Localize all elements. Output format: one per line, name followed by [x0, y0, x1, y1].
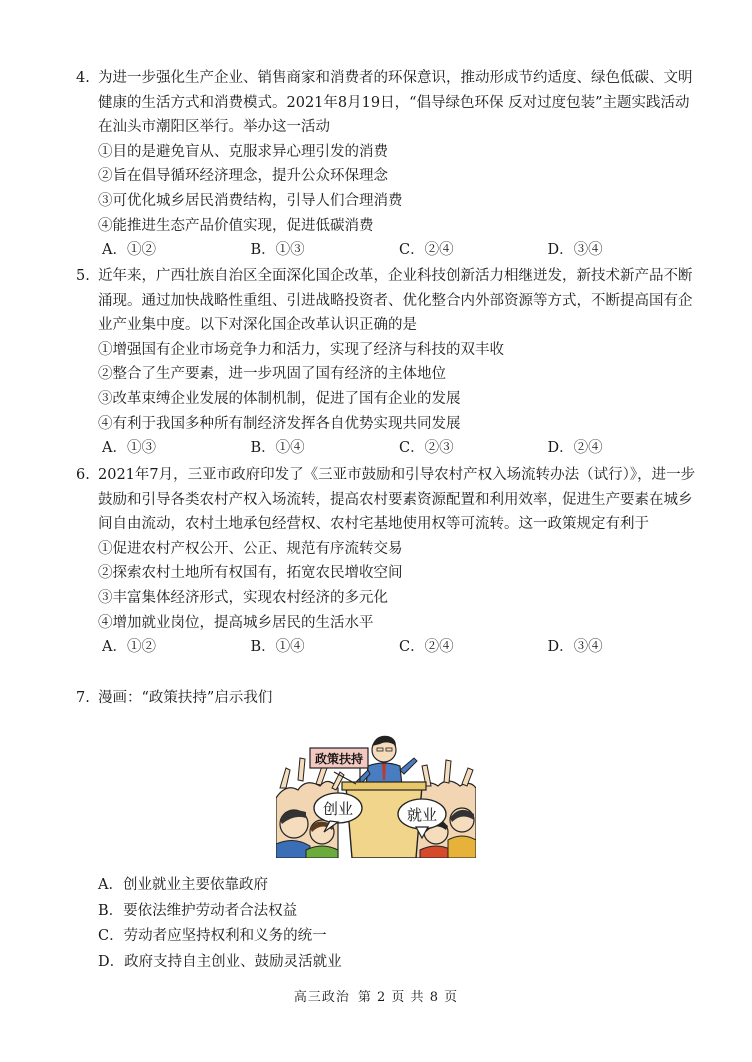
choice-b: B．①④ — [250, 440, 305, 457]
question-7 — [76, 686, 696, 711]
choice-a: A．创业就业主要依靠政府 — [98, 877, 268, 893]
statement-item: ②整合了生产要素，进一步巩固了国有经济的主体地位 — [98, 366, 446, 383]
choice-c: C．劳动者应坚持权利和义务的统一 — [98, 928, 327, 945]
bubble-employment: 就业 — [406, 806, 438, 824]
statement-item: ①促进农村产权公开、公正、规范有序流转交易 — [98, 540, 403, 557]
cartoon-sign: 政策扶持 — [314, 752, 364, 766]
choice-d: D．③④ — [547, 242, 603, 259]
choice-b: B．①③ — [250, 242, 305, 259]
answer-choices — [76, 436, 696, 461]
statement-item: ①增强国有企业市场竞争力和活力，实现了经济与科技的双丰收 — [98, 341, 504, 358]
page-footer — [0, 986, 752, 1005]
question-number: 5. — [76, 268, 90, 284]
question-number: 4. — [76, 70, 90, 86]
statement-item: ②旨在倡导循环经济理念，提升公众环保理念 — [98, 168, 388, 185]
choice-d: D．③④ — [547, 639, 603, 656]
choice-d: D．②④ — [547, 440, 603, 457]
choice-a: A．①② — [102, 639, 156, 656]
choice-b: B．要依法维护劳动者合法权益 — [98, 902, 298, 919]
choice-a: A．①③ — [102, 440, 156, 457]
question-6 — [76, 463, 696, 660]
footer-subject: 高三政治 — [293, 990, 350, 1005]
question-stem: 近年来，广西壮族自治区全面深化国企改革，企业科技创新活力相继迸发，新技术新产品不断涌现。通过加快战略性重组、引进战略投资者、优化整合内外部资源等方式，不断提高国有企业产业集中度。以下对深化国企改革认识正确的是 — [98, 268, 693, 334]
statement-item: ③丰富集体经济形式，实现农村经济的多元化 — [98, 589, 388, 606]
choice-c: C．②③ — [399, 440, 454, 457]
answer-choices — [76, 238, 696, 263]
question-7-options — [76, 873, 696, 975]
statement-item: ④有利于我国多种所有制经济发挥各自优势实现共同发展 — [98, 415, 461, 432]
statement-item: ④能推进生态产品价值实现，促进低碳消费 — [98, 217, 374, 234]
choice-c: C．②④ — [399, 639, 454, 656]
bubble-entrepreneurship: 创业 — [322, 800, 354, 818]
question-stem: 为进一步强化生产企业、销售商家和消费者的环保意识，推动形成节约适度、绿色低碳、文明健康的生活方式和消费模式。2021年8月19日，“倡导绿色环保 反对过度包装”主题实践活动在汕头市潮阳区举行。举办这一活动 — [98, 70, 693, 136]
choice-d: D．政府支持自主创业、鼓励灵活就业 — [98, 953, 342, 970]
cartoon-image — [276, 728, 476, 858]
statement-item: ④增加就业岗位，提高城乡居民的生活水平 — [98, 614, 374, 631]
choice-b: B．①④ — [250, 639, 305, 656]
answer-choices — [76, 635, 696, 660]
question-stem: 2021年7月，三亚市政府印发了《三亚市鼓励和引导农村产权入场流转办法（试行）》，进一步鼓励和引导各类农村产权入场流转，提高农村要素资源配置和利用效率，促进生产要素在城乡间自由流动，农村土地承包经营权、农村宅基地使用权等可流转。这一政策规定有利于 — [98, 467, 696, 533]
question-5 — [76, 264, 696, 461]
choice-a: A．①② — [102, 242, 156, 259]
choice-c: C．②④ — [399, 242, 454, 259]
question-4 — [76, 66, 696, 263]
statement-item: ②探索农村土地所有权国有，拓宽农民增收空间 — [98, 565, 403, 582]
statement-item: ③改革束缚企业发展的体制机制，促进了国有企业的发展 — [98, 390, 461, 407]
question-stem: 漫画：“政策扶持”启示我们 — [98, 690, 273, 706]
question-number: 6. — [76, 467, 90, 483]
statement-item: ③可优化城乡居民消费结构，引导人们合理消费 — [98, 192, 403, 209]
policy-support-cartoon — [276, 728, 476, 858]
question-number: 7. — [76, 690, 90, 706]
footer-page-number: 第 2 页 共 8 页 — [357, 990, 459, 1005]
statement-item: ①目的是避免盲从、克服求异心理引发的消费 — [98, 143, 388, 160]
